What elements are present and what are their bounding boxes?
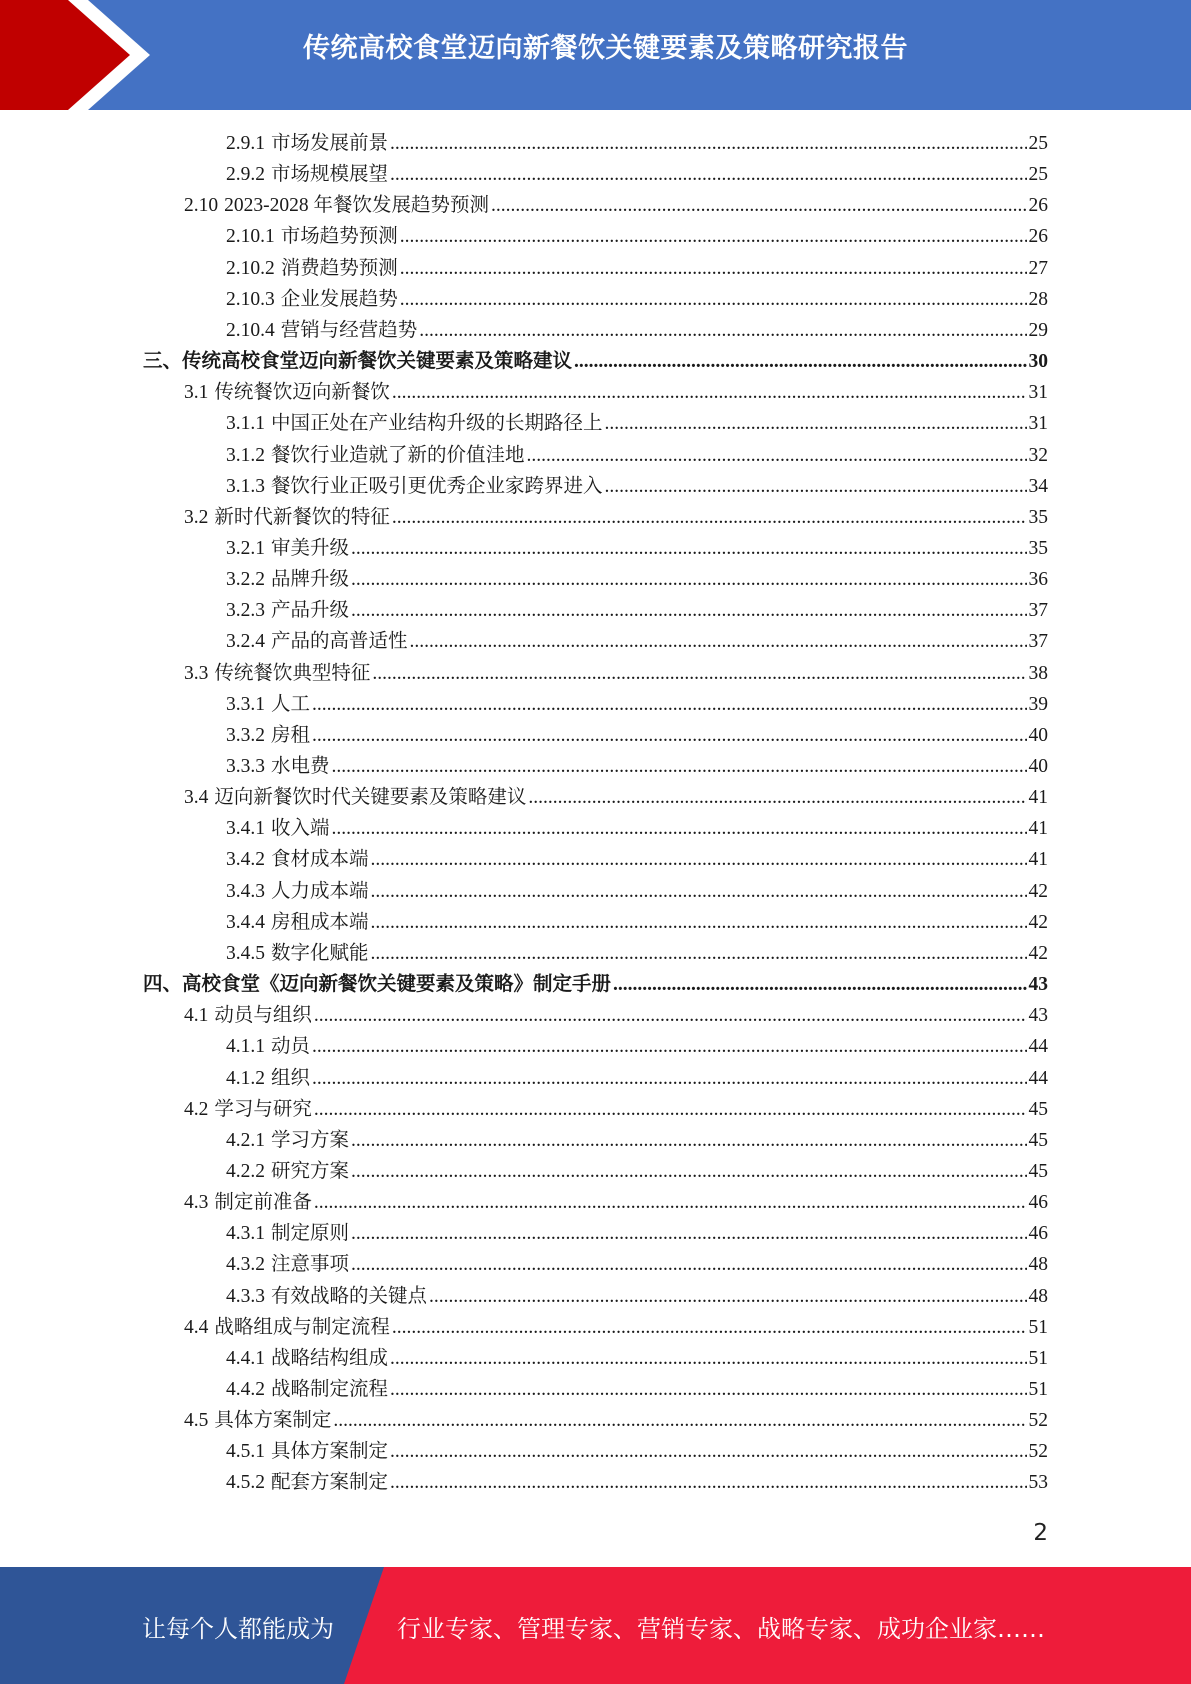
toc-entry-page: 30 bbox=[1028, 351, 1048, 373]
toc-entry-page: 53 bbox=[1028, 1472, 1048, 1494]
toc-entry-page: 31 bbox=[1028, 382, 1048, 404]
toc-entry[interactable] bbox=[226, 718, 1048, 749]
toc-entry-number: 2.9.1 bbox=[226, 133, 265, 154]
dot-leader bbox=[333, 1408, 1026, 1434]
footer-slogan-left: 让每个人都能成为 bbox=[142, 1615, 334, 1643]
toc-entry-title: 制定原则 bbox=[271, 1223, 350, 1245]
toc-entry-number: 3.4.2 bbox=[226, 849, 265, 871]
toc-entry-page: 27 bbox=[1028, 257, 1048, 279]
toc-entry-number: 3.1.2 bbox=[226, 444, 265, 466]
toc-entry[interactable] bbox=[226, 749, 1048, 780]
toc-entry[interactable] bbox=[226, 1154, 1048, 1185]
dot-leader bbox=[390, 1470, 1026, 1496]
toc-entry[interactable] bbox=[226, 1123, 1048, 1154]
toc-entry-page: 43 bbox=[1028, 974, 1048, 996]
toc-entry-page: 31 bbox=[1028, 413, 1048, 435]
toc-entry-number: 2.10.3 bbox=[226, 288, 275, 310]
dot-leader bbox=[312, 723, 1026, 749]
toc-entry-page: 51 bbox=[1028, 1347, 1048, 1369]
dot-leader bbox=[390, 1439, 1026, 1465]
toc-entry-number: 3.2.1 bbox=[226, 537, 265, 559]
toc-entry-title: 营销与经营趋势 bbox=[280, 319, 418, 341]
toc-entry-title: 水电费 bbox=[271, 756, 330, 777]
toc-entry-title: 具体方案制定 bbox=[271, 1441, 389, 1463]
dot-leader bbox=[351, 598, 1026, 624]
toc-entry-title: 食材成本端 bbox=[271, 849, 369, 871]
page-number: 2 bbox=[1033, 1520, 1048, 1546]
toc-entry-number: 3.3 bbox=[184, 662, 209, 684]
toc-entry-number: 4.4.1 bbox=[226, 1347, 265, 1369]
toc-entry-title: 企业发展趋势 bbox=[280, 288, 398, 310]
toc-entry-number: 3.4.4 bbox=[226, 911, 265, 933]
toc-entry-title: 战略结构组成 bbox=[271, 1347, 389, 1369]
dot-leader bbox=[392, 505, 1027, 531]
toc-entry-page: 42 bbox=[1028, 880, 1048, 902]
toc-entry[interactable] bbox=[226, 1341, 1048, 1372]
toc-entry-page: 39 bbox=[1028, 693, 1048, 715]
toc-entry-number: 3.4.1 bbox=[226, 818, 265, 840]
toc-entry-page: 36 bbox=[1028, 569, 1048, 591]
toc-entry-page: 40 bbox=[1028, 756, 1048, 777]
toc-entry[interactable] bbox=[226, 1216, 1048, 1247]
toc-entry-number: 3.4.3 bbox=[226, 880, 265, 902]
dot-leader bbox=[605, 411, 1027, 437]
toc-entry-title: 收入端 bbox=[271, 818, 330, 840]
toc-entry-title: 组织 bbox=[271, 1067, 311, 1089]
toc-entry[interactable] bbox=[226, 1434, 1048, 1465]
toc-entry-page: 48 bbox=[1028, 1285, 1048, 1307]
toc-entry[interactable] bbox=[226, 219, 1048, 250]
toc-entry-number: 3.4.5 bbox=[226, 942, 265, 964]
toc-entry-number: 2.9.2 bbox=[226, 164, 265, 186]
dot-leader bbox=[371, 847, 1027, 873]
toc-entry-page: 41 bbox=[1028, 849, 1048, 871]
toc-entry-title: 品牌升级 bbox=[271, 569, 350, 591]
toc-entry-page: 41 bbox=[1028, 818, 1048, 840]
toc-entry-number: 3.2 bbox=[184, 506, 209, 528]
toc-entry-number: 2.10.4 bbox=[226, 319, 275, 341]
dot-leader bbox=[332, 754, 1027, 780]
toc-entry[interactable] bbox=[226, 874, 1048, 905]
toc-entry-title: 产品升级 bbox=[271, 600, 350, 622]
toc-entry-page: 37 bbox=[1028, 600, 1048, 622]
page-header bbox=[0, 0, 1191, 110]
toc-entry-title: 新时代新餐饮的特征 bbox=[214, 506, 390, 528]
toc-entry-number: 4.4 bbox=[184, 1316, 209, 1338]
toc-entry[interactable] bbox=[184, 1403, 1048, 1434]
toc-entry[interactable] bbox=[226, 905, 1048, 936]
toc-entry-title: 市场规模展望 bbox=[271, 164, 389, 186]
toc-entry-title: 战略组成与制定流程 bbox=[214, 1316, 390, 1338]
toc-entry-page: 48 bbox=[1028, 1254, 1048, 1276]
toc-entry[interactable] bbox=[226, 469, 1048, 500]
toc-entry[interactable] bbox=[226, 438, 1048, 469]
dot-leader bbox=[371, 941, 1027, 967]
toc-entry-number: 4.1.1 bbox=[226, 1036, 265, 1058]
report-title: 传统高校食堂迈向新餐饮关键要素及策略研究报告 bbox=[303, 33, 908, 64]
toc-entry-title: 2023-2028 年餐饮发展趋势预测 bbox=[224, 195, 489, 217]
dot-leader bbox=[574, 349, 1026, 375]
dot-leader bbox=[351, 567, 1026, 593]
toc-entry-page: 35 bbox=[1028, 506, 1048, 528]
dot-leader bbox=[528, 785, 1026, 811]
dot-leader bbox=[410, 629, 1027, 655]
dot-leader bbox=[527, 443, 1027, 469]
toc-entry[interactable] bbox=[226, 1279, 1048, 1310]
toc-entry[interactable] bbox=[226, 251, 1048, 282]
toc-entry-number: 2.10 bbox=[184, 195, 219, 217]
toc-entry-number: 3.3.3 bbox=[226, 756, 265, 777]
toc-entry-page: 45 bbox=[1028, 1098, 1048, 1120]
toc-entry-page: 32 bbox=[1028, 444, 1048, 466]
dot-leader bbox=[312, 1034, 1026, 1060]
dot-leader bbox=[390, 1377, 1026, 1403]
dot-leader bbox=[371, 879, 1027, 905]
toc-entry-page: 42 bbox=[1028, 942, 1048, 964]
toc-entry[interactable] bbox=[184, 998, 1048, 1029]
dot-leader bbox=[390, 131, 1026, 157]
toc-entry-number: 4.2.1 bbox=[226, 1129, 265, 1151]
toc-entry[interactable] bbox=[184, 1185, 1048, 1216]
dot-leader bbox=[351, 1221, 1026, 1247]
dot-leader bbox=[372, 661, 1026, 687]
toc-entry-page: 26 bbox=[1028, 195, 1048, 217]
toc-entry-title: 学习与研究 bbox=[214, 1098, 312, 1120]
toc-entry[interactable] bbox=[184, 500, 1048, 531]
toc-entry-title: 配套方案制定 bbox=[271, 1472, 389, 1494]
toc-entry-page: 51 bbox=[1028, 1316, 1048, 1338]
toc-entry[interactable] bbox=[226, 842, 1048, 873]
toc-entry-page: 44 bbox=[1028, 1067, 1048, 1089]
dot-leader bbox=[491, 193, 1027, 219]
toc-entry-title: 迈向新餐饮时代关键要素及策略建议 bbox=[214, 787, 527, 809]
toc-entry-title: 人工 bbox=[271, 693, 311, 715]
toc-entry-page: 25 bbox=[1028, 133, 1048, 154]
dot-leader bbox=[312, 692, 1026, 718]
dot-leader bbox=[400, 256, 1027, 282]
toc-entry-number: 3.1 bbox=[184, 382, 209, 404]
toc-entry-title: 房租成本端 bbox=[271, 911, 369, 933]
toc-entry[interactable] bbox=[226, 562, 1048, 593]
toc-entry[interactable] bbox=[226, 531, 1048, 562]
toc-entry-number: 4.5.1 bbox=[226, 1441, 265, 1463]
toc-entry-number: 3.2.3 bbox=[226, 600, 265, 622]
toc-entry[interactable] bbox=[184, 375, 1048, 406]
toc-entry-title: 学习方案 bbox=[271, 1129, 350, 1151]
toc-entry[interactable] bbox=[184, 1310, 1048, 1341]
dot-leader bbox=[351, 536, 1026, 562]
toc-entry-number: 4.5.2 bbox=[226, 1472, 265, 1494]
toc-entry-number: 3.4 bbox=[184, 787, 209, 809]
toc-entry[interactable] bbox=[226, 1247, 1048, 1278]
toc-entry-number: 3.2.2 bbox=[226, 569, 265, 591]
toc-entry-number: 3.2.4 bbox=[226, 631, 265, 653]
toc-entry-title: 传统餐饮迈向新餐饮 bbox=[214, 382, 390, 404]
toc-entry-number: 2.10.2 bbox=[226, 257, 275, 279]
toc-entry-title: 中国正处在产业结构升级的长期路径上 bbox=[271, 413, 603, 435]
toc-entry-number: 2.10.1 bbox=[226, 226, 275, 248]
toc-entry-title: 餐饮行业造就了新的价值洼地 bbox=[271, 444, 525, 466]
toc-entry-title: 数字化赋能 bbox=[271, 942, 369, 964]
toc-entry[interactable] bbox=[226, 406, 1048, 437]
dot-leader bbox=[613, 972, 1026, 998]
toc-entry-title: 三、传统高校食堂迈向新餐饮关键要素及策略建议 bbox=[143, 351, 573, 373]
page-footer bbox=[0, 1567, 1191, 1684]
toc-entry-page: 52 bbox=[1028, 1441, 1048, 1463]
toc-entry-title: 动员 bbox=[271, 1036, 311, 1058]
dot-leader bbox=[332, 816, 1027, 842]
toc-entry-title: 注意事项 bbox=[271, 1254, 350, 1276]
toc-entry-title: 产品的高普适性 bbox=[271, 631, 408, 653]
toc-entry-title: 制定前准备 bbox=[214, 1192, 312, 1214]
toc-entry-number: 4.3 bbox=[184, 1192, 209, 1214]
toc-entry-page: 43 bbox=[1028, 1005, 1048, 1027]
toc-entry-title: 审美升级 bbox=[271, 537, 350, 559]
dot-leader bbox=[314, 1003, 1027, 1029]
toc-entry-page: 42 bbox=[1028, 911, 1048, 933]
toc-entry[interactable] bbox=[184, 188, 1048, 219]
dot-leader bbox=[371, 910, 1027, 936]
toc-entry-title: 动员与组织 bbox=[214, 1005, 312, 1027]
toc-entry-page: 34 bbox=[1028, 475, 1048, 497]
footer-slogan-right: 行业专家、管理专家、营销专家、战略专家、成功企业家…… bbox=[397, 1615, 1045, 1643]
dot-leader bbox=[400, 287, 1027, 313]
toc-entry-number: 4.4.2 bbox=[226, 1379, 265, 1400]
dot-leader bbox=[392, 1315, 1027, 1341]
toc-entry-page: 46 bbox=[1028, 1192, 1048, 1214]
toc-entry[interactable] bbox=[226, 593, 1048, 624]
dot-leader bbox=[351, 1252, 1026, 1278]
toc-entry-number: 4.2.2 bbox=[226, 1160, 265, 1182]
toc-entry-number: 4.3.1 bbox=[226, 1223, 265, 1245]
dot-leader bbox=[400, 224, 1027, 250]
toc-entry-number: 4.3.3 bbox=[226, 1285, 265, 1307]
toc-entry-number: 3.1.3 bbox=[226, 475, 265, 497]
toc-entry-title: 传统餐饮典型特征 bbox=[214, 662, 371, 684]
toc-entry-number: 3.3.1 bbox=[226, 693, 265, 715]
toc-entry-title: 市场趋势预测 bbox=[280, 226, 398, 248]
toc-entry[interactable] bbox=[226, 313, 1048, 344]
toc-entry[interactable] bbox=[184, 780, 1048, 811]
dot-leader bbox=[390, 1346, 1026, 1372]
dot-leader bbox=[351, 1159, 1026, 1185]
dot-leader bbox=[351, 1128, 1026, 1154]
toc-entry-number: 4.5 bbox=[184, 1410, 209, 1432]
toc-entry[interactable] bbox=[184, 656, 1048, 687]
toc-entry-page: 44 bbox=[1028, 1036, 1048, 1058]
dot-leader bbox=[392, 380, 1027, 406]
dot-leader bbox=[312, 1066, 1026, 1092]
toc-entry[interactable] bbox=[184, 1092, 1048, 1123]
dot-leader bbox=[419, 318, 1026, 344]
toc-entry-page: 41 bbox=[1028, 787, 1048, 809]
toc-entry-page: 28 bbox=[1028, 288, 1048, 310]
toc-entry-page: 25 bbox=[1028, 164, 1048, 186]
toc-entry-number: 4.1 bbox=[184, 1005, 209, 1027]
toc-entry-page: 51 bbox=[1028, 1379, 1048, 1400]
dot-leader bbox=[390, 162, 1026, 188]
toc-entry[interactable] bbox=[226, 936, 1048, 967]
toc-entry-page: 46 bbox=[1028, 1223, 1048, 1245]
dot-leader bbox=[429, 1284, 1026, 1310]
dot-leader bbox=[314, 1097, 1027, 1123]
toc-entry[interactable] bbox=[143, 344, 1048, 375]
toc-entry-number: 4.3.2 bbox=[226, 1254, 265, 1276]
toc-entry-title: 房租 bbox=[271, 724, 311, 746]
toc-entry-page: 45 bbox=[1028, 1160, 1048, 1182]
toc-entry-page: 45 bbox=[1028, 1129, 1048, 1151]
toc-entry[interactable] bbox=[226, 1372, 1048, 1403]
toc-entry-number: 4.1.2 bbox=[226, 1067, 265, 1089]
toc-entry-page: 26 bbox=[1028, 226, 1048, 248]
toc-entry[interactable] bbox=[226, 624, 1048, 655]
toc-entry-title: 研究方案 bbox=[271, 1160, 350, 1182]
toc-entry[interactable] bbox=[226, 126, 1048, 157]
toc-entry[interactable] bbox=[226, 157, 1048, 188]
toc-entry-page: 29 bbox=[1028, 319, 1048, 341]
toc-entry[interactable] bbox=[226, 1061, 1048, 1092]
toc-entry-page: 35 bbox=[1028, 537, 1048, 559]
toc-entry-title: 四、高校食堂《迈向新餐饮关键要素及策略》制定手册 bbox=[143, 974, 612, 996]
toc-entry-title: 具体方案制定 bbox=[214, 1410, 332, 1432]
toc-entry-title: 消费趋势预测 bbox=[280, 257, 398, 279]
toc-entry[interactable] bbox=[226, 1029, 1048, 1060]
toc-entry[interactable] bbox=[226, 811, 1048, 842]
toc-entry[interactable] bbox=[226, 687, 1048, 718]
toc-entry[interactable] bbox=[226, 282, 1048, 313]
toc-entry[interactable] bbox=[226, 1465, 1048, 1496]
dot-leader bbox=[605, 474, 1027, 500]
toc-entry-title: 市场发展前景 bbox=[271, 133, 389, 154]
toc-entry-page: 37 bbox=[1028, 631, 1048, 653]
toc-entry-page: 40 bbox=[1028, 724, 1048, 746]
toc-entry-page: 52 bbox=[1028, 1410, 1048, 1432]
toc-entry-title: 战略制定流程 bbox=[271, 1379, 389, 1400]
dot-leader bbox=[314, 1190, 1027, 1216]
toc-entry-title: 有效战略的关键点 bbox=[271, 1285, 428, 1307]
toc-entry-number: 3.1.1 bbox=[226, 413, 265, 435]
toc-entry-title: 餐饮行业正吸引更优秀企业家跨界进入 bbox=[271, 475, 603, 497]
toc-entry-title: 人力成本端 bbox=[271, 880, 369, 902]
toc-entry-number: 4.2 bbox=[184, 1098, 209, 1120]
toc-entry-page: 38 bbox=[1028, 662, 1048, 684]
toc-entry-number: 3.3.2 bbox=[226, 724, 265, 746]
toc-entry[interactable] bbox=[143, 967, 1048, 998]
